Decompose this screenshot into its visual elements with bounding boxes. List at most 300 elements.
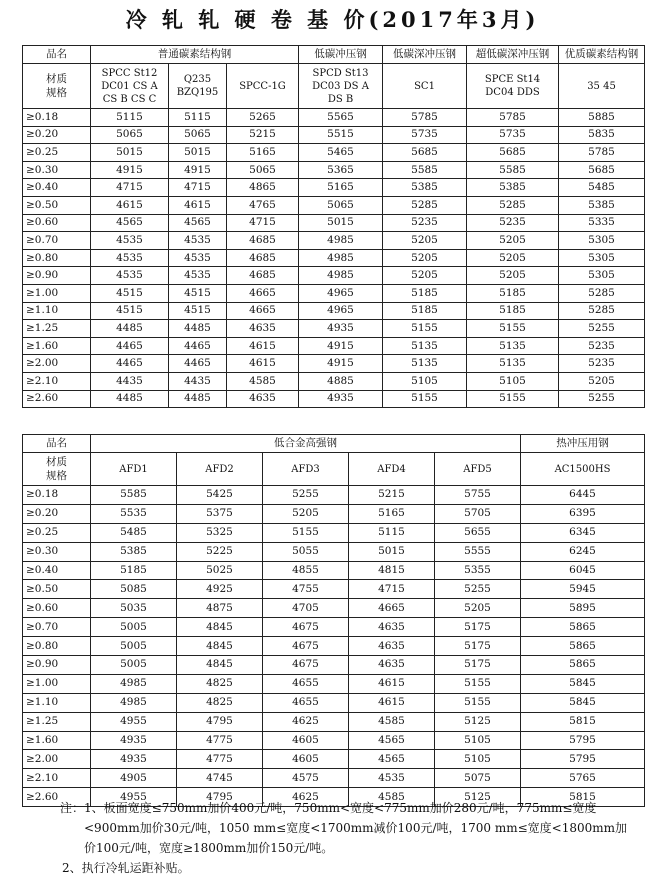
header-product-label: 品名	[23, 435, 91, 453]
price-cell: 5425	[177, 486, 263, 505]
price-cell: 6345	[521, 523, 645, 542]
price-cell: 5205	[383, 249, 467, 267]
size-cell: ≥1.25	[23, 712, 91, 731]
price-cell: 5565	[299, 109, 383, 127]
price-cell: 4565	[91, 214, 169, 232]
price-cell: 4485	[169, 320, 227, 338]
price-cell: 5555	[435, 542, 521, 561]
price-cell: 5135	[383, 355, 467, 373]
table-row	[23, 504, 645, 523]
price-cell: 4885	[299, 372, 383, 390]
price-cell: 4715	[169, 179, 227, 197]
price-cell: 5175	[435, 618, 521, 637]
price-cell: 5895	[521, 599, 645, 618]
price-cell: 4675	[263, 656, 349, 675]
price-cell: 4955	[91, 788, 177, 807]
size-cell: ≥1.25	[23, 320, 91, 338]
price-cell: 5355	[435, 561, 521, 580]
table-row	[23, 523, 645, 542]
price-cell: 4615	[349, 674, 435, 693]
price-cell: 5155	[435, 674, 521, 693]
price-cell: 5845	[521, 674, 645, 693]
price-cell: 5305	[559, 267, 645, 285]
price-cell: 4485	[91, 390, 169, 408]
price-cell: 5005	[91, 656, 177, 675]
price-cell: 4515	[91, 284, 169, 302]
price-cell: 5155	[467, 390, 559, 408]
price-cell: 5585	[91, 486, 177, 505]
price-cell: 4675	[263, 637, 349, 656]
price-cell: 4955	[91, 712, 177, 731]
price-cell: 5185	[467, 284, 559, 302]
price-cell: 4715	[227, 214, 299, 232]
table-row	[23, 161, 645, 179]
price-cell: 4985	[91, 693, 177, 712]
size-cell: ≥2.10	[23, 372, 91, 390]
price-cell: 5005	[91, 637, 177, 656]
price-cell: 4765	[227, 196, 299, 214]
price-cell: 4535	[169, 232, 227, 250]
spec-cell: AC1500HS	[521, 453, 645, 486]
price-cell: 5865	[521, 656, 645, 675]
price-cell: 4635	[227, 390, 299, 408]
price-cell: 4685	[227, 232, 299, 250]
spec-cell: Q235 BZQ195	[169, 64, 227, 109]
price-cell: 4775	[177, 750, 263, 769]
price-cell: 4635	[227, 320, 299, 338]
price-cell: 4615	[91, 196, 169, 214]
price-cell: 5065	[227, 161, 299, 179]
size-cell: ≥2.00	[23, 355, 91, 373]
group-header: 普通碳素结构钢	[91, 46, 299, 64]
price-cell: 5735	[383, 126, 467, 144]
price-cell: 5255	[559, 390, 645, 408]
size-cell: ≥0.90	[23, 267, 91, 285]
price-cell: 4915	[169, 161, 227, 179]
price-cell: 4615	[227, 337, 299, 355]
price-cell: 5845	[521, 693, 645, 712]
spec-label: 材质 规格	[23, 453, 91, 486]
price-cell: 5125	[435, 788, 521, 807]
price-cell: 4465	[91, 355, 169, 373]
price-cell: 5015	[169, 144, 227, 162]
note-1	[60, 798, 660, 858]
size-cell: ≥2.10	[23, 769, 91, 788]
spec-cell: AFD5	[435, 453, 521, 486]
note-1-line-1: 注：1、板面宽度≤750mm加价400元/吨，750mm<宽度<775mm加价280元/吨，775mm≤宽度	[60, 801, 597, 815]
table-row	[23, 337, 645, 355]
price-cell: 5205	[559, 372, 645, 390]
price-cell: 5155	[467, 320, 559, 338]
group-header: 低合金高强钢	[91, 435, 521, 453]
price-cell: 4845	[177, 656, 263, 675]
size-cell: ≥1.00	[23, 674, 91, 693]
size-cell: ≥2.60	[23, 390, 91, 408]
table-row	[23, 249, 645, 267]
price-cell: 5685	[559, 161, 645, 179]
price-cell: 4935	[91, 731, 177, 750]
price-cell: 5755	[435, 486, 521, 505]
price-cell: 4825	[177, 674, 263, 693]
price-cell: 5205	[263, 504, 349, 523]
table-row	[23, 126, 645, 144]
price-cell: 4665	[227, 302, 299, 320]
price-cell: 5235	[467, 214, 559, 232]
price-cell: 5585	[383, 161, 467, 179]
price-cell: 4795	[177, 788, 263, 807]
price-cell: 4685	[227, 267, 299, 285]
price-cell: 4635	[349, 637, 435, 656]
spec-cell: AFD1	[91, 453, 177, 486]
price-cell: 5105	[435, 750, 521, 769]
price-cell: 4585	[227, 372, 299, 390]
price-cell: 5705	[435, 504, 521, 523]
price-cell: 4985	[91, 674, 177, 693]
price-cell: 5105	[467, 372, 559, 390]
price-cell: 5215	[349, 486, 435, 505]
price-cell: 4665	[227, 284, 299, 302]
price-cell: 5255	[435, 580, 521, 599]
price-cell: 4615	[227, 355, 299, 373]
table-row	[23, 731, 645, 750]
price-cell: 4665	[349, 599, 435, 618]
notes	[60, 798, 660, 878]
price-cell: 5945	[521, 580, 645, 599]
table-row	[23, 618, 645, 637]
price-cell: 5335	[559, 214, 645, 232]
size-cell: ≥0.80	[23, 637, 91, 656]
price-table-1	[22, 45, 645, 408]
table-row	[23, 580, 645, 599]
spec-cell: AFD3	[263, 453, 349, 486]
price-cell: 4745	[177, 769, 263, 788]
price-cell: 5185	[383, 302, 467, 320]
price-cell: 5785	[467, 109, 559, 127]
spec-row	[23, 64, 645, 109]
spec-row	[23, 453, 645, 486]
price-cell: 5215	[227, 126, 299, 144]
price-cell: 5385	[91, 542, 177, 561]
price-cell: 5165	[349, 504, 435, 523]
spec-cell: SPCC-1G	[227, 64, 299, 109]
price-cell: 5385	[383, 179, 467, 197]
price-cell: 4535	[91, 232, 169, 250]
price-cell: 5205	[467, 232, 559, 250]
price-cell: 4935	[91, 750, 177, 769]
price-cell: 5035	[91, 599, 177, 618]
price-cell: 4775	[177, 731, 263, 750]
size-cell: ≥2.60	[23, 788, 91, 807]
price-cell: 4485	[91, 320, 169, 338]
size-cell: ≥1.10	[23, 693, 91, 712]
price-cell: 5285	[467, 196, 559, 214]
price-cell: 5105	[435, 731, 521, 750]
table-row	[23, 561, 645, 580]
table-row	[23, 750, 645, 769]
price-cell: 4565	[169, 214, 227, 232]
size-cell: ≥0.50	[23, 580, 91, 599]
spec-cell: AFD2	[177, 453, 263, 486]
price-cell: 4925	[177, 580, 263, 599]
price-cell: 5115	[169, 109, 227, 127]
price-cell: 5655	[435, 523, 521, 542]
spec-cell: SPCC St12 DC01 CS A CS B CS C	[91, 64, 169, 109]
price-cell: 4985	[299, 232, 383, 250]
price-cell: 4585	[349, 712, 435, 731]
price-cell: 4605	[263, 731, 349, 750]
table-row	[23, 656, 645, 675]
price-cell: 5015	[349, 542, 435, 561]
size-cell: ≥1.10	[23, 302, 91, 320]
size-cell: ≥0.30	[23, 161, 91, 179]
table-row	[23, 232, 645, 250]
table-row	[23, 267, 645, 285]
price-cell: 5765	[521, 769, 645, 788]
price-cell: 4515	[169, 284, 227, 302]
price-cell: 5235	[559, 337, 645, 355]
group-header: 低碳深冲压钢	[383, 46, 467, 64]
price-cell: 5115	[91, 109, 169, 127]
spec-cell: AFD4	[349, 453, 435, 486]
price-cell: 4585	[349, 788, 435, 807]
price-cell: 5025	[177, 561, 263, 580]
price-cell: 4565	[349, 731, 435, 750]
size-cell: ≥0.40	[23, 561, 91, 580]
price-cell: 5085	[91, 580, 177, 599]
table-row	[23, 372, 645, 390]
size-cell: ≥1.60	[23, 337, 91, 355]
price-cell: 5185	[467, 302, 559, 320]
size-cell: ≥0.18	[23, 109, 91, 127]
header-row	[23, 46, 645, 64]
price-cell: 4865	[227, 179, 299, 197]
price-cell: 5205	[383, 232, 467, 250]
size-cell: ≥1.60	[23, 731, 91, 750]
price-cell: 5255	[263, 486, 349, 505]
table-row	[23, 769, 645, 788]
size-cell: ≥0.40	[23, 179, 91, 197]
table-row	[23, 214, 645, 232]
price-cell: 4535	[91, 267, 169, 285]
price-cell: 4535	[169, 249, 227, 267]
price-cell: 5175	[435, 637, 521, 656]
page-title: 冷 轧 轧 硬 卷 基 价(2017年3月)	[125, 7, 540, 32]
price-cell: 5135	[467, 337, 559, 355]
spec-cell: SPCE St14 DC04 DDS	[467, 64, 559, 109]
price-cell: 4825	[177, 693, 263, 712]
note-1-line-3: 价100元/吨，宽度≥1800mm加价150元/吨。	[84, 841, 334, 855]
group-header: 热冲压用钢	[521, 435, 645, 453]
price-cell: 5325	[177, 523, 263, 542]
table-row	[23, 712, 645, 731]
size-cell: ≥0.70	[23, 618, 91, 637]
price-cell: 6245	[521, 542, 645, 561]
group-header: 优质碳素结构钢	[559, 46, 645, 64]
table-row	[23, 674, 645, 693]
group-header: 超低碳深冲压钢	[467, 46, 559, 64]
price-cell: 5485	[559, 179, 645, 197]
price-cell: 5285	[383, 196, 467, 214]
price-cell: 4535	[91, 249, 169, 267]
table-row	[23, 196, 645, 214]
price-cell: 4615	[349, 693, 435, 712]
size-cell: ≥0.90	[23, 656, 91, 675]
price-cell: 6045	[521, 561, 645, 580]
price-cell: 5365	[299, 161, 383, 179]
size-cell: ≥0.60	[23, 214, 91, 232]
spec-cell: SPCD St13 DC03 DS A DS B	[299, 64, 383, 109]
price-cell: 5385	[467, 179, 559, 197]
header-product-label: 品名	[23, 46, 91, 64]
spec-cell: 35 45	[559, 64, 645, 109]
table-row	[23, 320, 645, 338]
price-cell: 4795	[177, 712, 263, 731]
price-cell: 5485	[91, 523, 177, 542]
price-cell: 4485	[169, 390, 227, 408]
table-row	[23, 542, 645, 561]
price-cell: 5815	[521, 712, 645, 731]
price-cell: 4985	[299, 249, 383, 267]
header-row	[23, 435, 645, 453]
price-cell: 5835	[559, 126, 645, 144]
price-cell: 5535	[91, 504, 177, 523]
price-cell: 5135	[383, 337, 467, 355]
price-cell: 4625	[263, 788, 349, 807]
price-cell: 4535	[349, 769, 435, 788]
price-cell: 5055	[263, 542, 349, 561]
price-cell: 5255	[559, 320, 645, 338]
price-cell: 5865	[521, 618, 645, 637]
table-row	[23, 599, 645, 618]
price-cell: 4915	[299, 337, 383, 355]
price-cell: 4625	[263, 712, 349, 731]
price-cell: 5585	[467, 161, 559, 179]
price-cell: 4915	[91, 161, 169, 179]
price-cell: 5305	[559, 232, 645, 250]
price-cell: 5205	[467, 267, 559, 285]
price-cell: 5685	[467, 144, 559, 162]
price-cell: 4905	[91, 769, 177, 788]
price-cell: 5265	[227, 109, 299, 127]
price-cell: 4935	[299, 320, 383, 338]
price-cell: 5135	[467, 355, 559, 373]
price-cell: 5885	[559, 109, 645, 127]
size-cell: ≥0.30	[23, 542, 91, 561]
price-cell: 5285	[559, 302, 645, 320]
size-cell: ≥0.18	[23, 486, 91, 505]
price-cell: 4715	[91, 179, 169, 197]
price-cell: 4685	[227, 249, 299, 267]
price-cell: 4435	[169, 372, 227, 390]
price-cell: 5165	[227, 144, 299, 162]
price-cell: 4635	[349, 656, 435, 675]
price-cell: 5015	[91, 144, 169, 162]
price-cell: 5105	[383, 372, 467, 390]
size-cell: ≥0.70	[23, 232, 91, 250]
spec-label: 材质 规格	[23, 64, 91, 109]
price-cell: 6445	[521, 486, 645, 505]
size-cell: ≥0.20	[23, 126, 91, 144]
table-row	[23, 693, 645, 712]
price-cell: 4715	[349, 580, 435, 599]
price-cell: 4465	[91, 337, 169, 355]
size-cell: ≥1.00	[23, 284, 91, 302]
price-cell: 5205	[383, 267, 467, 285]
price-cell: 4845	[177, 618, 263, 637]
price-cell: 4965	[299, 302, 383, 320]
price-cell: 5155	[263, 523, 349, 542]
price-cell: 5795	[521, 731, 645, 750]
price-cell: 5205	[467, 249, 559, 267]
price-cell: 4465	[169, 355, 227, 373]
price-cell: 5735	[467, 126, 559, 144]
price-cell: 5015	[299, 214, 383, 232]
price-cell: 4845	[177, 637, 263, 656]
price-cell: 4675	[263, 618, 349, 637]
size-cell: ≥0.80	[23, 249, 91, 267]
size-cell: ≥2.00	[23, 750, 91, 769]
price-cell: 5515	[299, 126, 383, 144]
price-cell: 4535	[169, 267, 227, 285]
table-row	[23, 109, 645, 127]
price-cell: 4435	[91, 372, 169, 390]
price-cell: 4465	[169, 337, 227, 355]
table-row	[23, 144, 645, 162]
price-cell: 4755	[263, 580, 349, 599]
size-cell: ≥0.60	[23, 599, 91, 618]
price-cell: 4575	[263, 769, 349, 788]
price-cell: 4635	[349, 618, 435, 637]
price-cell: 4615	[169, 196, 227, 214]
price-cell: 5785	[383, 109, 467, 127]
price-cell: 4915	[299, 355, 383, 373]
price-cell: 5155	[383, 390, 467, 408]
price-cell: 4655	[263, 674, 349, 693]
table-row	[23, 486, 645, 505]
table-row	[23, 355, 645, 373]
price-cell: 4815	[349, 561, 435, 580]
price-cell: 5795	[521, 750, 645, 769]
size-cell: ≥0.25	[23, 144, 91, 162]
size-cell: ≥0.25	[23, 523, 91, 542]
price-cell: 4705	[263, 599, 349, 618]
price-cell: 5235	[559, 355, 645, 373]
price-cell: 5115	[349, 523, 435, 542]
table-row	[23, 390, 645, 408]
price-cell: 6395	[521, 504, 645, 523]
price-cell: 4965	[299, 284, 383, 302]
price-cell: 5205	[435, 599, 521, 618]
group-header: 低碳冲压钢	[299, 46, 383, 64]
price-cell: 5815	[521, 788, 645, 807]
price-cell: 5065	[91, 126, 169, 144]
price-cell: 5385	[559, 196, 645, 214]
price-cell: 5285	[559, 284, 645, 302]
price-cell: 5785	[559, 144, 645, 162]
price-cell: 5185	[91, 561, 177, 580]
price-cell: 5865	[521, 637, 645, 656]
price-cell: 5375	[177, 504, 263, 523]
price-cell: 4515	[169, 302, 227, 320]
price-cell: 5465	[299, 144, 383, 162]
price-cell: 4935	[299, 390, 383, 408]
price-cell: 5005	[91, 618, 177, 637]
price-cell: 4985	[299, 267, 383, 285]
size-cell: ≥0.50	[23, 196, 91, 214]
price-cell: 5305	[559, 249, 645, 267]
price-cell: 5225	[177, 542, 263, 561]
price-cell: 5155	[435, 693, 521, 712]
